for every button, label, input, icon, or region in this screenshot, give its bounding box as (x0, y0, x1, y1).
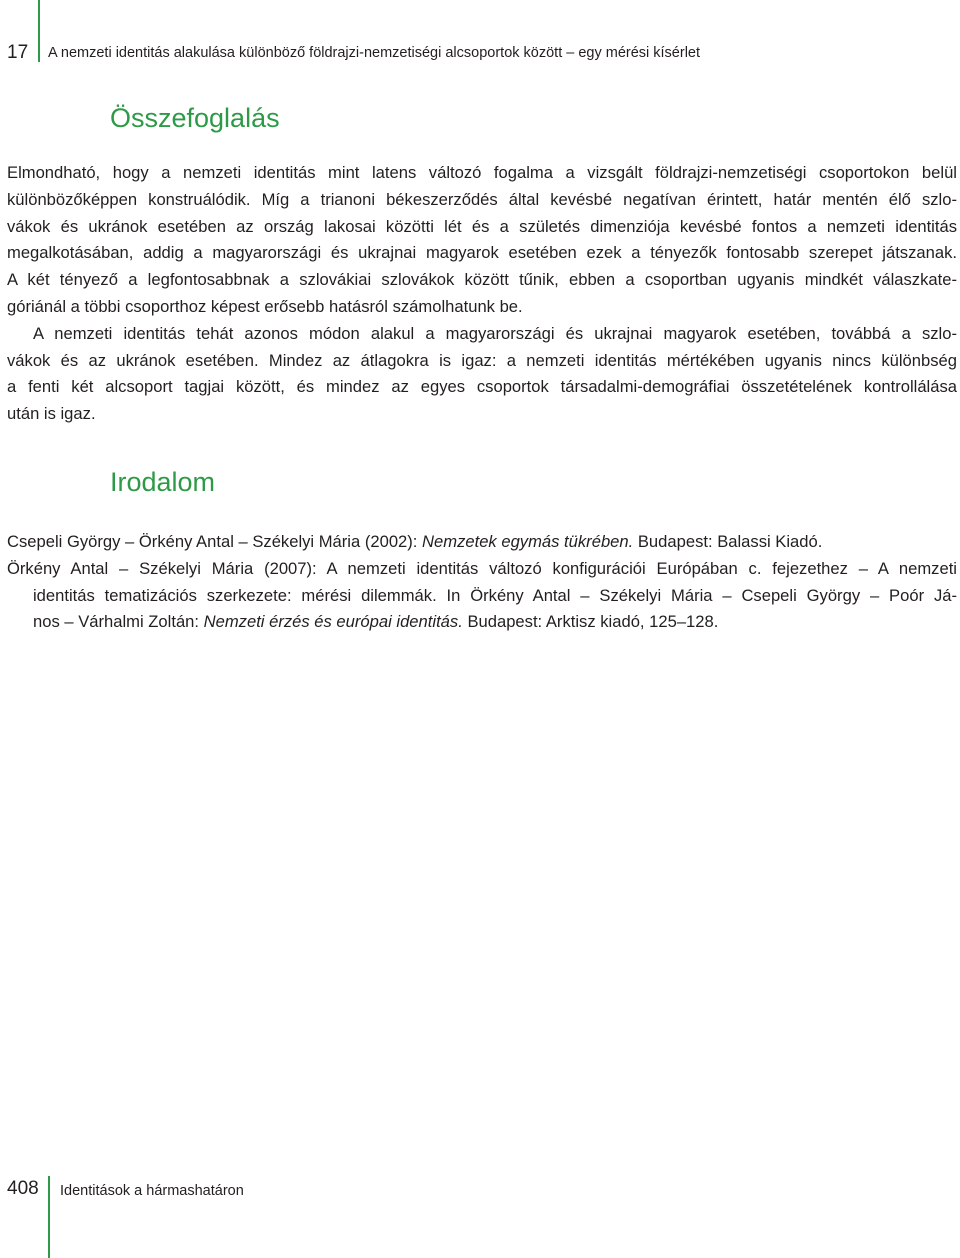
chapter-number: 17 (7, 42, 29, 63)
summary-line: A nemzeti identitás tehát azonos módon alakul a magyarországi és ukrajnai magyarok esetében, továbbá a szlo- (33, 323, 957, 343)
reference-publisher: Budapest: Arktisz kiadó, 125–128. (462, 612, 719, 632)
summary-line: A két tényező a legfontosabbnak a szlovákiai szlovákok között tűnik, ebben a csoportban ugyanis mindkét válaszkate- (7, 270, 957, 290)
reference-entry-line: Örkény Antal – Székelyi Mária (2007): A nemzeti identitás változó konfigurációi Európában c. fejezethez – A nemzeti (7, 558, 957, 578)
summary-line: különbözőképpen konstruálódik. Míg a trianoni békeszerződés által kevésbé negatívan érintett, határ mentén élő szlo- (7, 189, 957, 209)
summary-heading: Összefoglalás (110, 103, 280, 133)
reference-book-title: Nemzetek egymás tükrében. (422, 532, 634, 551)
summary-line: a fenti két alcsoport tagjai között, és mindez az egyes csoportok társadalmi-demográfiai összetételének kontrollálása (7, 377, 957, 397)
reference-entry-line (7, 609, 957, 636)
reference-authors: nos – Várhalmi Zoltán: (33, 612, 204, 632)
references-heading: Irodalom (110, 467, 216, 497)
reference-entry-line: identitás tematizációs szerkezete: mérési dilemmák. In Örkény Antal – Székelyi Mária – Csepeli György – Poór Já- (33, 585, 957, 605)
reference-authors: Csepeli György – Örkény Antal – Székelyi Mária (2002): (7, 532, 423, 551)
reference-publisher: Budapest: Balassi Kiadó. (633, 532, 823, 551)
summary-line: vákok és az ukránok esetében. Mindez az átlagokra is igaz: a nemzeti identitás mértékében ugyanis nincs különbség (7, 350, 957, 370)
summary-line: után is igaz. (7, 404, 96, 424)
reference-entry (7, 529, 957, 556)
book-title: Identitások a hármashatáron (60, 1183, 244, 1199)
footer-divider (48, 1176, 50, 1258)
references-list (7, 529, 957, 636)
summary-line: megalkotásában, addig a magyarországi és ukrajnai magyarok esetében ezek a tényezők fontosabb szerepet játszanak. (7, 243, 957, 263)
running-title: A nemzeti identitás alakulása különböző földrajzi-nemzetiségi alcsoportok között – egy mérési kísérlet (48, 45, 701, 61)
reference-book-title: Nemzeti érzés és európai identitás. (203, 612, 463, 632)
summary-line: Elmondható, hogy a nemzeti identitás mint latens változó fogalma a vizsgált földrajzi-nemzetiségi csoportokon belül (7, 163, 957, 182)
header-divider (38, 0, 40, 62)
summary-line: góriánál a többi csoporthoz képest erősebb hatásról számolhatunk be. (7, 296, 523, 316)
summary-body (7, 160, 957, 428)
page-number: 408 (7, 1178, 39, 1199)
summary-line: vákok és ukránok esetében az ország lakosai közötti lét és a születés dimenziója kevésbé fontos a nemzeti identitás (7, 216, 957, 236)
